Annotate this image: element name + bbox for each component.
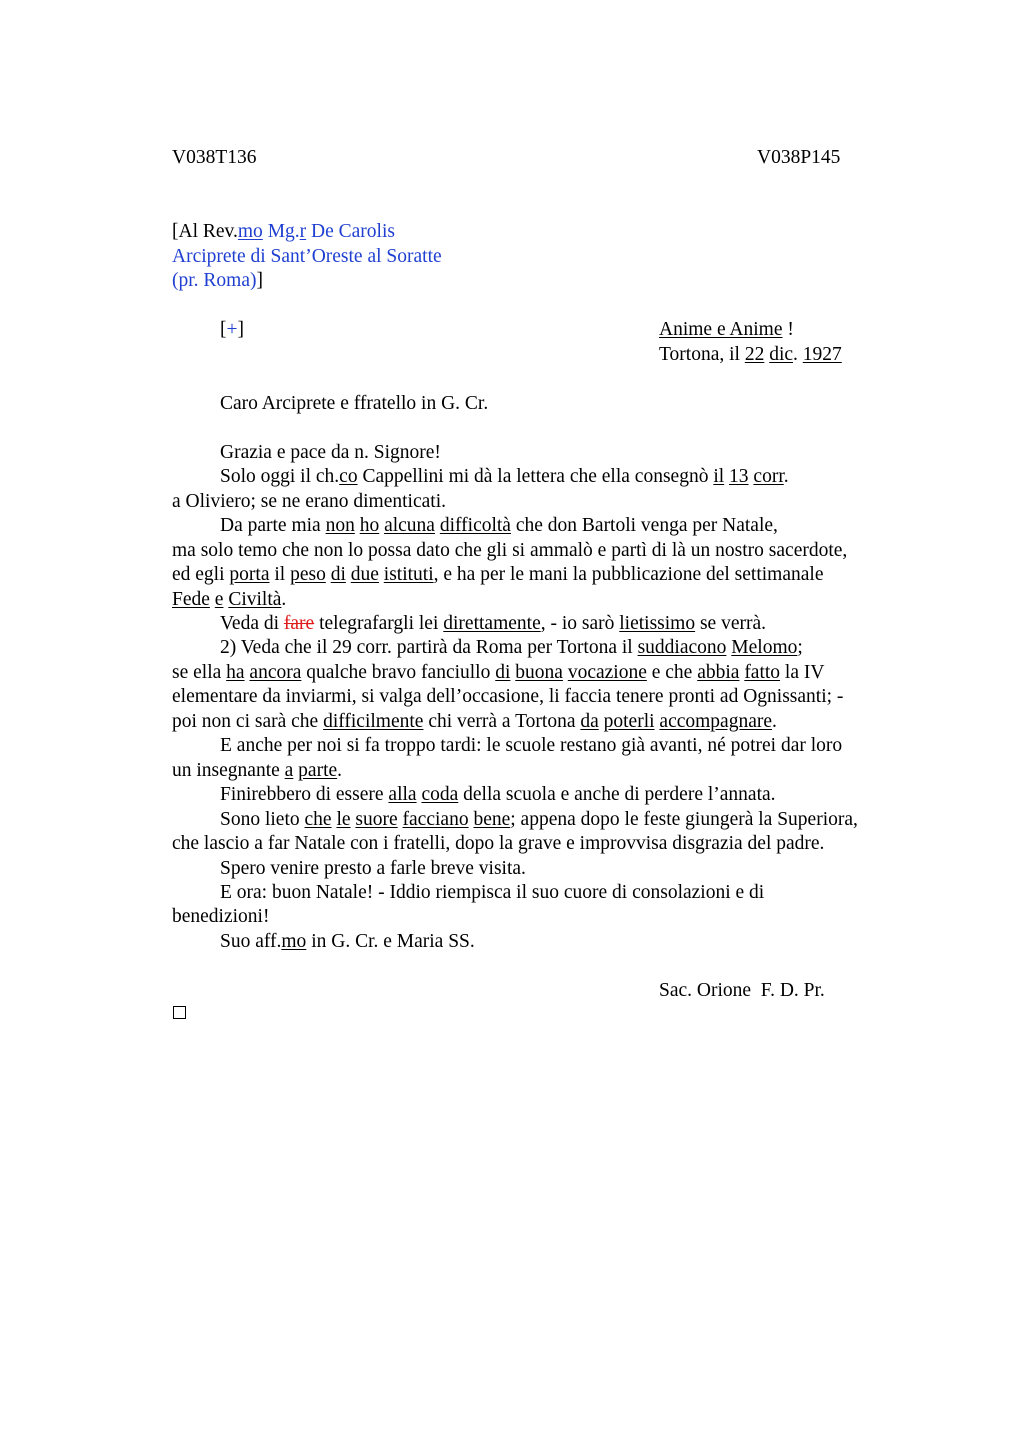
- t: Finirebbero di essere: [220, 784, 389, 805]
- u: alcuna: [384, 515, 435, 536]
- t: .: [281, 589, 287, 610]
- u: bene: [473, 809, 511, 830]
- u: il: [713, 466, 725, 487]
- motto-bang: !: [782, 319, 794, 340]
- t: un insegnante: [172, 760, 285, 781]
- u: porta: [229, 564, 270, 585]
- t: .: [783, 466, 789, 487]
- u: di: [330, 564, 346, 585]
- signature: Sac. Orione F. D. Pr.: [659, 980, 825, 1001]
- document-code-right: V038P145: [757, 147, 841, 168]
- address-bracket-text: [Al Rev.: [172, 221, 238, 242]
- address-line-2: Arciprete di Sant’Oreste al Soratte: [172, 246, 442, 267]
- body-line-8: [220, 612, 766, 636]
- t: Suo aff.: [220, 931, 282, 952]
- t: , e ha per le mani la pubblicazione del settimanale: [433, 564, 824, 585]
- body-line-4: [220, 514, 778, 538]
- u: e: [214, 589, 224, 610]
- u: fatto: [744, 662, 781, 683]
- u: che: [304, 809, 332, 830]
- t: .: [337, 760, 343, 781]
- body-line-7: [172, 588, 286, 612]
- u: mo: [281, 931, 307, 952]
- body-line-18: Spero venire presto a farle breve visita.: [220, 858, 526, 879]
- address-abbrev-mo: mo: [237, 221, 263, 242]
- motto: [659, 318, 794, 342]
- bracket-close: ]: [237, 319, 244, 340]
- t: Cappellini mi dà la lettera che ella consegnò: [357, 466, 714, 487]
- end-mark-box-icon: [173, 1006, 186, 1019]
- body-line-19: E ora: buon Natale! - Iddio riempisca il suo cuore di consolazioni e di: [220, 882, 765, 903]
- salutation: Caro Arciprete e ffratello in G. Cr.: [220, 393, 489, 414]
- u: co: [339, 466, 358, 487]
- body-line-11: elementare da inviarmi, si valga dell’occasione, li faccia tenere pronti ad Ognissanti; -: [172, 686, 844, 707]
- date-sep: .: [793, 344, 803, 365]
- u: corr: [753, 466, 784, 487]
- body-line-10: [172, 661, 824, 685]
- u: Civiltà: [228, 589, 282, 610]
- u: difficilmente: [323, 711, 424, 732]
- body-line-5: ma solo temo che non lo possa dato che gli si ammalò e partì di là un nostro sacerdote,: [172, 540, 848, 561]
- date-day: 22: [744, 344, 765, 365]
- cross-mark: [220, 318, 244, 342]
- t: .: [772, 711, 777, 732]
- body-line-2: [220, 465, 789, 489]
- motto-text: Anime e Anime: [659, 319, 783, 340]
- u: direttamente: [443, 613, 541, 634]
- u: da: [580, 711, 599, 732]
- u: ancora: [249, 662, 302, 683]
- u: peso: [290, 564, 326, 585]
- t: chi verrà a Tortona: [423, 711, 581, 732]
- closing-line: [220, 930, 475, 954]
- address-abbrev-r: r: [299, 221, 307, 242]
- u: Fede: [172, 589, 210, 610]
- body-line-3: a Oliviero; se ne erano dimenticati.: [172, 491, 446, 512]
- t: che don Bartoli venga per Natale,: [510, 515, 778, 536]
- date-month: dic: [769, 344, 794, 365]
- u: difficoltà: [439, 515, 511, 536]
- u: poterli: [603, 711, 655, 732]
- t: il: [269, 564, 291, 585]
- t: Solo oggi il ch.: [220, 466, 340, 487]
- u: parte: [298, 760, 338, 781]
- u: istituti: [383, 564, 434, 585]
- address-line-1: [172, 220, 395, 244]
- body-line-20: benedizioni!: [172, 906, 270, 927]
- struck-word: fare: [283, 613, 315, 634]
- t: ; appena dopo le feste giungerà la Superiora,: [510, 809, 858, 830]
- date-year: 1927: [802, 344, 842, 365]
- t: e che: [646, 662, 698, 683]
- u: le: [336, 809, 351, 830]
- t: ;: [797, 637, 803, 658]
- t: della scuola e anche di perdere l’annata.: [458, 784, 776, 805]
- u: Melomo: [731, 637, 798, 658]
- address-text: De Carolis: [306, 221, 395, 242]
- address-city: (pr. Roma): [172, 270, 257, 291]
- address-bracket-close: ]: [256, 270, 263, 291]
- t: qualche bravo fanciullo: [301, 662, 496, 683]
- date-prefix: Tortona, il: [659, 344, 745, 365]
- body-line-12: [172, 710, 777, 734]
- document-code-left: V038T136: [172, 147, 257, 168]
- t: la IV: [780, 662, 825, 683]
- t: in G. Cr. e Maria SS.: [306, 931, 475, 952]
- address-line-3: [172, 269, 263, 293]
- u: alla: [388, 784, 417, 805]
- body-line-15: [220, 783, 776, 807]
- letter-date: [659, 343, 842, 367]
- t: Sono lieto: [220, 809, 305, 830]
- body-line-1: Grazia e pace da n. Signore!: [220, 442, 441, 463]
- u: di: [495, 662, 511, 683]
- body-line-14: [172, 759, 342, 783]
- u: facciano: [402, 809, 469, 830]
- u: ha: [226, 662, 245, 683]
- u: accompagnare: [659, 711, 773, 732]
- u: vocazione: [567, 662, 647, 683]
- body-line-13: E anche per noi si fa troppo tardi: le scuole restano già avanti, né potrei dar loro: [220, 735, 843, 756]
- u: abbia: [697, 662, 740, 683]
- u: ho: [359, 515, 380, 536]
- u: 13: [729, 466, 749, 487]
- u: due: [350, 564, 379, 585]
- t: se verrà.: [695, 613, 767, 634]
- u: buona: [515, 662, 563, 683]
- t: 2) Veda che il 29 corr. partirà da Roma per Tortona il: [220, 637, 638, 658]
- body-line-17: che lascio a far Natale con i fratelli, dopo la grave e improvvisa disgrazia del padre.: [172, 833, 825, 854]
- u: coda: [421, 784, 459, 805]
- address-text: Mg.: [262, 221, 300, 242]
- u: suore: [355, 809, 398, 830]
- body-line-16: [220, 808, 858, 832]
- t: se ella: [172, 662, 227, 683]
- u: lietissimo: [619, 613, 696, 634]
- bracket-open: [: [220, 319, 227, 340]
- t: ed egli: [172, 564, 230, 585]
- cross-icon: +: [226, 319, 238, 340]
- t: Veda di: [220, 613, 284, 634]
- t: , - io sarò: [540, 613, 620, 634]
- t: telegrafargli lei: [314, 613, 444, 634]
- u: a: [284, 760, 294, 781]
- u: non: [325, 515, 355, 536]
- u: suddiacono: [637, 637, 727, 658]
- t: Da parte mia: [220, 515, 326, 536]
- body-line-9: [220, 636, 803, 660]
- t: poi non ci sarà che: [172, 711, 324, 732]
- body-line-6: [172, 563, 823, 587]
